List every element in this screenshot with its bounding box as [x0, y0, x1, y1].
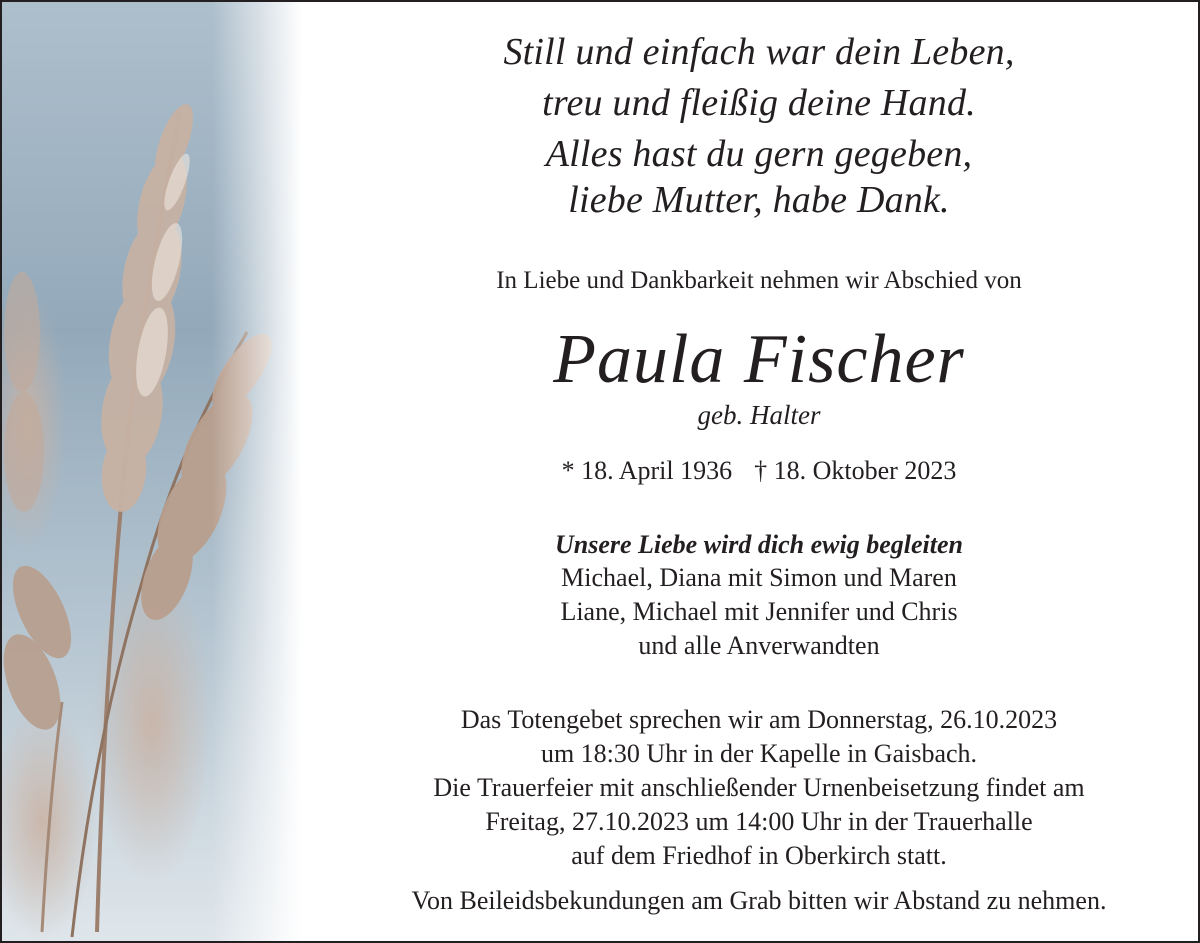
- reed-grass-photo: [2, 2, 302, 941]
- death-date: † 18. Oktober 2023: [754, 456, 957, 485]
- maiden-name: geb. Halter: [697, 400, 821, 430]
- mourner-line: und alle Anverwandten: [638, 631, 880, 660]
- deceased-name: Paula Fischer: [553, 321, 965, 398]
- ceremony-line: Freitag, 27.10.2023 um 14:00 Uhr in der Trauerhalle: [485, 807, 1033, 836]
- notice-text: [302, 2, 1200, 941]
- mourner-line: Michael, Diana mit Simon und Maren: [561, 563, 957, 592]
- intro-text: In Liebe und Dankbarkeit nehmen wir Abschied von: [496, 267, 1022, 294]
- ceremony-line: Das Totengebet sprechen wir am Donnerstag, 26.10.2023: [460, 705, 1058, 734]
- closing-note: Von Beileidsbekundungen am Grab bitten wir Abstand zu nehmen.: [411, 886, 1107, 915]
- poem-line: treu und fleißig deine Hand.: [542, 82, 976, 124]
- poem-line: liebe Mutter, habe Dank.: [568, 179, 950, 221]
- ceremony-line: um 18:30 Uhr in der Kapelle in Gaisbach.: [540, 739, 978, 768]
- poem-line: Still und einfach war dein Leben,: [503, 31, 1015, 73]
- birth-date: * 18. April 1936: [561, 456, 733, 485]
- ceremony-line: auf dem Friedhof in Oberkirch statt.: [571, 841, 947, 870]
- life-dates: [302, 456, 1200, 486]
- ceremony-line: Die Trauerfeier mit anschließender Urnenbeisetzung findet am: [433, 773, 1085, 802]
- mourners-motto: Unsere Liebe wird dich ewig begleiten: [554, 530, 963, 559]
- mourner-line: Liane, Michael mit Jennifer und Chris: [560, 597, 958, 626]
- poem-line: Alles hast du gern gegeben,: [545, 133, 973, 175]
